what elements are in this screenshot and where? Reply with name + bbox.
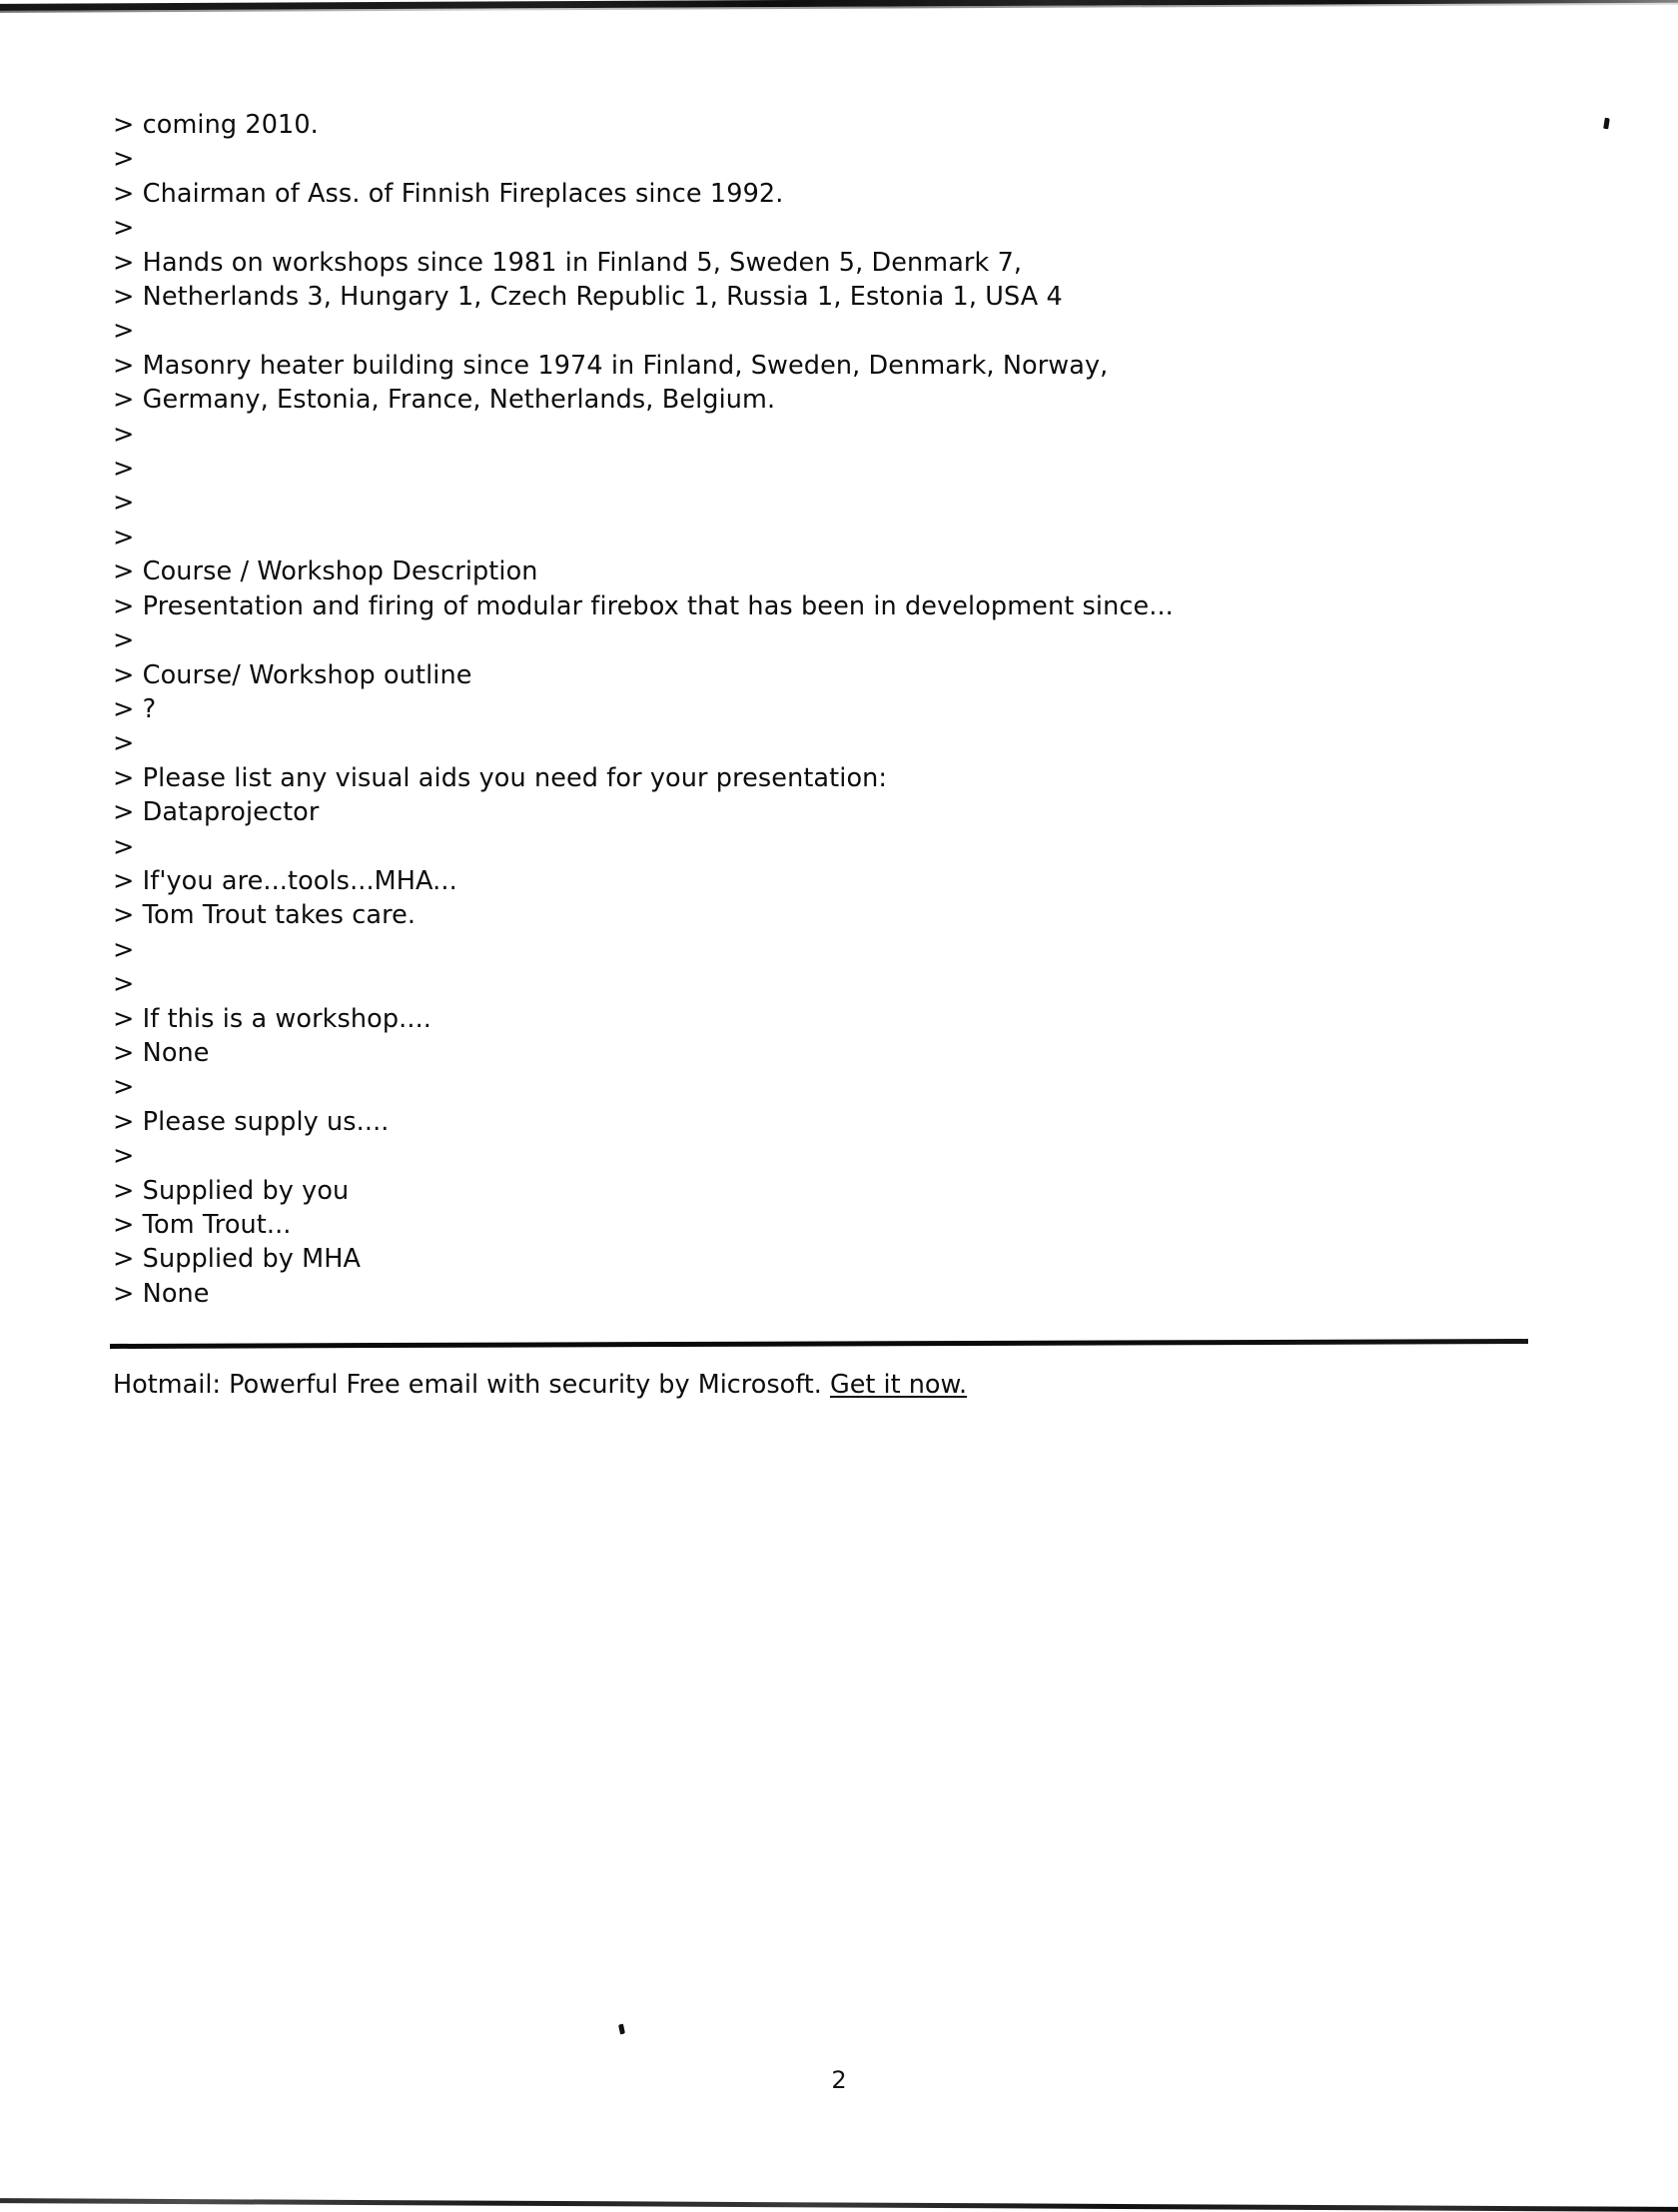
quoted-line: > [113, 488, 135, 519]
scan-speck-icon [1603, 118, 1610, 130]
quoted-line: > ? [113, 693, 157, 724]
quoted-line: > [113, 728, 135, 759]
quoted-line: > Presentation and firing of modular firebox that has been in development since... [113, 590, 1174, 621]
quoted-line: > [113, 934, 135, 965]
quoted-line: > coming 2010. [113, 110, 319, 140]
quoted-line: > Course / Workshop Description [113, 556, 538, 587]
quoted-line: > [113, 213, 135, 244]
quoted-line: > None [113, 1278, 210, 1309]
quoted-line: > [113, 419, 135, 450]
quoted-line: > Masonry heater building since 1974 in Finland, Sweden, Denmark, Norway, [113, 350, 1109, 381]
scan-edge-bottom-artifact [0, 2198, 1678, 2212]
quoted-line: > Course/ Workshop outline [113, 659, 472, 690]
quoted-line: > [113, 969, 135, 1000]
quoted-line: > [113, 831, 135, 862]
footer-separator-rule [110, 1339, 1528, 1349]
quoted-line: > [113, 625, 135, 656]
quoted-line: > If'you are...tools...MHA... [113, 865, 457, 896]
get-it-now-link[interactable]: Get it now. [829, 1370, 968, 1400]
quoted-line: > [113, 1072, 135, 1103]
quoted-line: > Hands on workshops since 1981 in Finland 5, Sweden 5, Denmark 7, [113, 247, 1023, 278]
quoted-line: > If this is a workshop.... [113, 1003, 431, 1034]
quoted-line: > Germany, Estonia, France, Netherlands, Belgium. [113, 385, 776, 416]
quoted-line: > Tom Trout... [113, 1210, 292, 1240]
quoted-email-body [113, 108, 1531, 1311]
quoted-line: > None [113, 1037, 210, 1068]
quoted-line: > [113, 522, 135, 553]
page-number: 2 [831, 2066, 847, 2094]
scan-speck-icon [618, 2024, 625, 2035]
quoted-line: > Please list any visual aids you need for your presentation: [113, 762, 888, 793]
quoted-line: > Supplied by MHA [113, 1244, 362, 1275]
quoted-line: > Dataprojector [113, 797, 320, 828]
quoted-line: > Supplied by you [113, 1175, 350, 1206]
hotmail-footer [113, 1368, 967, 1402]
quoted-line: > Please supply us.... [113, 1106, 390, 1137]
quoted-line: > [113, 316, 135, 347]
quoted-line: > [113, 1141, 135, 1172]
hotmail-footer-text: Hotmail: Powerful Free email with security by Microsoft. [113, 1370, 830, 1400]
quoted-line: > [113, 454, 135, 485]
quoted-line: > [113, 144, 135, 175]
quoted-line: > Chairman of Ass. of Finnish Fireplaces since 1992. [113, 178, 784, 209]
quoted-line: > Netherlands 3, Hungary 1, Czech Republic 1, Russia 1, Estonia 1, USA 4 [113, 282, 1063, 313]
quoted-line: > Tom Trout takes care. [113, 900, 417, 931]
